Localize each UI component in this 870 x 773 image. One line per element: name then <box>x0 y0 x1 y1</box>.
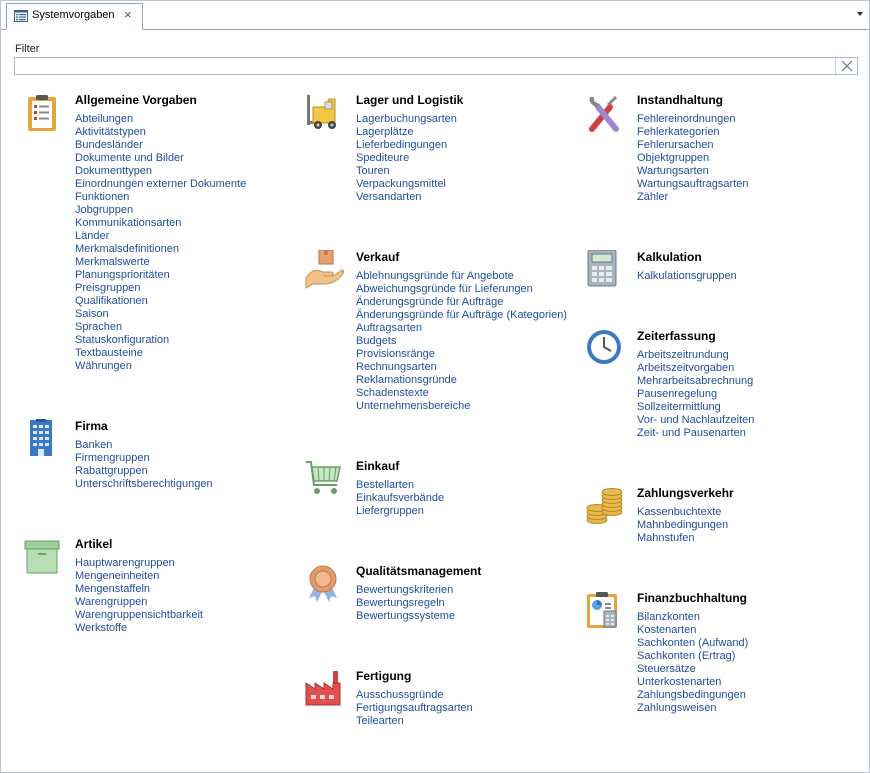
section-title: Zahlungsverkehr <box>637 486 734 500</box>
link-bestellarten[interactable]: Bestellarten <box>356 479 415 491</box>
factory-icon <box>305 669 345 709</box>
link-wartungsarten[interactable]: Wartungsarten <box>637 165 709 177</box>
section-items <box>356 689 473 728</box>
link-aktivitaetstypen[interactable]: Aktivitätstypen <box>75 126 146 138</box>
link-mehrarbeitsabrechnung[interactable]: Mehrarbeitsabrechnung <box>637 375 754 387</box>
link-unterschriftsberechtigungen[interactable]: Unterschriftsberechtigungen <box>75 478 213 490</box>
link-kommunikationsarten[interactable]: Kommunikationsarten <box>75 217 182 229</box>
link-sollzeitermittlung[interactable]: Sollzeitermittlung <box>637 401 721 413</box>
link-budgets[interactable]: Budgets <box>356 335 397 347</box>
link-versandarten[interactable]: Versandarten <box>356 191 422 203</box>
tab-title: Systemvorgaben <box>32 9 115 21</box>
section-title: Allgemeine Vorgaben <box>75 93 197 107</box>
link-bundeslaender[interactable]: Bundesländer <box>75 139 143 151</box>
link-fehlereinordnungen[interactable]: Fehlereinordnungen <box>637 113 736 125</box>
link-aenderungsgruende-fuer-auftraege-kategorien[interactable]: Änderungsgründe für Aufträge (Kategorien) <box>356 309 567 321</box>
link-lagerplaetze[interactable]: Lagerplätze <box>356 126 414 138</box>
section-title: Artikel <box>75 537 113 551</box>
link-liefergruppen[interactable]: Liefergruppen <box>356 505 424 517</box>
link-abweichungsgruende-fuer-lieferungen[interactable]: Abweichungsgründe für Lieferungen <box>356 283 533 295</box>
link-kalkulationsgruppen[interactable]: Kalkulationsgruppen <box>637 270 737 282</box>
link-hauptwarengruppen[interactable]: Hauptwarengruppen <box>75 557 175 569</box>
link-bewertungssysteme[interactable]: Bewertungssysteme <box>356 610 456 622</box>
link-saison[interactable]: Saison <box>75 308 109 320</box>
link-merkmalsdefinitionen[interactable]: Merkmalsdefinitionen <box>75 243 179 255</box>
section-items <box>637 113 748 204</box>
section-title: Zeiterfassung <box>637 329 716 343</box>
link-bewertungskriterien[interactable]: Bewertungskriterien <box>356 584 454 596</box>
link-ausschussgruende[interactable]: Ausschussgründe <box>356 689 444 701</box>
link-pausenregelung[interactable]: Pausenregelung <box>637 388 718 400</box>
section-items <box>75 439 213 491</box>
link-arbeitszeitvorgaben[interactable]: Arbeitszeitvorgaben <box>637 362 735 374</box>
section-title: Verkauf <box>356 250 400 264</box>
link-fertigungsauftragsarten[interactable]: Fertigungsauftragsarten <box>356 702 473 714</box>
link-kassenbuchtexte[interactable]: Kassenbuchtexte <box>637 506 722 518</box>
filter-label: Filter <box>15 43 40 55</box>
section-items <box>356 270 567 413</box>
tools-icon <box>586 93 626 133</box>
link-rabattgruppen[interactable]: Rabattgruppen <box>75 465 148 477</box>
office-building-icon <box>24 419 64 459</box>
link-verpackungsmittel[interactable]: Verpackungsmittel <box>356 178 446 190</box>
section-title: Instandhaltung <box>637 93 723 107</box>
link-jobgruppen[interactable]: Jobgruppen <box>75 204 134 216</box>
award-badge-icon <box>305 564 345 604</box>
section-title: Finanzbuchhaltung <box>637 591 747 605</box>
forklift-icon <box>305 93 345 133</box>
link-steuersaetze[interactable]: Steuersätze <box>637 663 696 675</box>
section-title: Firma <box>75 419 108 433</box>
link-planungsprioritaeten[interactable]: Planungsprioritäten <box>75 269 170 281</box>
link-textbausteine[interactable]: Textbausteine <box>75 347 143 359</box>
link-zaehler[interactable]: Zähler <box>637 191 669 203</box>
link-reklamationsgruende[interactable]: Reklamationsgründe <box>356 374 457 386</box>
section-items <box>637 611 748 715</box>
clear-filter-button[interactable] <box>835 58 857 74</box>
link-rechnungsarten[interactable]: Rechnungsarten <box>356 361 437 373</box>
link-statuskonfiguration[interactable]: Statuskonfiguration <box>75 334 170 346</box>
link-schadenstexte[interactable]: Schadenstexte <box>356 387 429 399</box>
link-preisgruppen[interactable]: Preisgruppen <box>75 282 141 294</box>
link-dokumente-und-bilder[interactable]: Dokumente und Bilder <box>75 152 184 164</box>
link-fehlerursachen[interactable]: Fehlerursachen <box>637 139 714 151</box>
section-title: Einkauf <box>356 459 400 473</box>
link-fehlerkategorien[interactable]: Fehlerkategorien <box>637 126 720 138</box>
section-title: Qualitätsmanagement <box>356 564 482 578</box>
section-items <box>356 584 455 623</box>
shopping-cart-icon <box>305 459 345 499</box>
section-title: Kalkulation <box>637 250 702 264</box>
clipboard-checklist-icon <box>24 93 64 133</box>
link-vor-und-nachlaufzeiten[interactable]: Vor- und Nachlaufzeiten <box>637 414 755 426</box>
chevron-down-icon[interactable] <box>855 9 865 19</box>
link-mengenstaffeln[interactable]: Mengenstaffeln <box>75 583 151 595</box>
link-ablehnungsgruende-fuer-angebote[interactable]: Ablehnungsgründe für Angebote <box>356 270 514 282</box>
link-touren[interactable]: Touren <box>356 165 390 177</box>
link-merkmalswerte[interactable]: Merkmalswerte <box>75 256 150 268</box>
section-title: Fertigung <box>356 669 412 683</box>
link-banken[interactable]: Banken <box>75 439 113 451</box>
link-zahlungsweisen[interactable]: Zahlungsweisen <box>637 702 717 714</box>
link-arbeitszeitrundung[interactable]: Arbeitszeitrundung <box>637 349 729 361</box>
clock-icon <box>586 329 626 369</box>
storage-box-icon <box>24 537 64 577</box>
link-auftragsarten[interactable]: Auftragsarten <box>356 322 423 334</box>
calculator-icon <box>586 250 626 290</box>
tab-systemvorgaben[interactable] <box>6 3 143 30</box>
link-objektgruppen[interactable]: Objektgruppen <box>637 152 710 164</box>
link-spediteure[interactable]: Spediteure <box>356 152 410 164</box>
link-mahnbedingungen[interactable]: Mahnbedingungen <box>637 519 729 531</box>
link-lagerbuchungsarten[interactable]: Lagerbuchungsarten <box>356 113 457 125</box>
coin-stacks-icon <box>586 486 626 526</box>
link-werkstoffe[interactable]: Werkstoffe <box>75 622 128 634</box>
link-mahnstufen[interactable]: Mahnstufen <box>637 532 695 544</box>
close-icon[interactable]: × <box>124 7 132 22</box>
section-items <box>356 113 457 204</box>
clear-x-icon <box>841 60 853 72</box>
link-teilearten[interactable]: Teilearten <box>356 715 404 727</box>
link-bewertungsregeln[interactable]: Bewertungsregeln <box>356 597 445 609</box>
link-einordnungen-externer-dokumente[interactable]: Einordnungen externer Dokumente <box>75 178 247 190</box>
link-sprachen[interactable]: Sprachen <box>75 321 123 333</box>
section-items <box>637 270 737 283</box>
link-laender[interactable]: Länder <box>75 230 110 242</box>
link-zahlungsbedingungen[interactable]: Zahlungsbedingungen <box>637 689 746 701</box>
hand-package-icon <box>305 250 345 290</box>
link-abteilungen[interactable]: Abteilungen <box>75 113 134 125</box>
link-qualifikationen[interactable]: Qualifikationen <box>75 295 148 307</box>
section-items <box>75 557 203 635</box>
section-items <box>637 349 754 440</box>
section-title: Lager und Logistik <box>356 93 464 107</box>
link-waehrungen[interactable]: Währungen <box>75 360 132 372</box>
link-provisionsraenge[interactable]: Provisionsränge <box>356 348 435 360</box>
tab-strip <box>1 1 869 30</box>
section-items <box>75 113 246 373</box>
link-firmengruppen[interactable]: Firmengruppen <box>75 452 150 464</box>
link-sachkonten-aufwand[interactable]: Sachkonten (Aufwand) <box>637 637 749 649</box>
link-lieferbedingungen[interactable]: Lieferbedingungen <box>356 139 448 151</box>
filter-box <box>14 57 858 75</box>
link-sachkonten-ertrag[interactable]: Sachkonten (Ertrag) <box>637 650 736 662</box>
link-aenderungsgruende-fuer-auftraege[interactable]: Änderungsgründe für Aufträge <box>356 296 504 308</box>
section-items <box>356 479 444 518</box>
link-einkaufsverbaende[interactable]: Einkaufsverbände <box>356 492 445 504</box>
list-window-icon <box>14 10 28 22</box>
link-bilanzkonten[interactable]: Bilanzkonten <box>637 611 700 623</box>
link-unternehmensbereiche[interactable]: Unternehmensbereiche <box>356 400 471 412</box>
link-warengruppensichtbarkeit[interactable]: Warengruppensichtbarkeit <box>75 609 203 621</box>
link-funktionen[interactable]: Funktionen <box>75 191 130 203</box>
link-kostenarten[interactable]: Kostenarten <box>637 624 697 636</box>
link-zeit-und-pausenarten[interactable]: Zeit- und Pausenarten <box>637 427 746 439</box>
section-items <box>637 506 728 545</box>
link-warengruppen[interactable]: Warengruppen <box>75 596 148 608</box>
link-unterkostenarten[interactable]: Unterkostenarten <box>637 676 722 688</box>
link-wartungsauftragsarten[interactable]: Wartungsauftragsarten <box>637 178 749 190</box>
accounting-report-icon <box>586 591 626 631</box>
filter-input[interactable] <box>17 59 832 73</box>
link-mengeneinheiten[interactable]: Mengeneinheiten <box>75 570 160 582</box>
link-dokumenttypen[interactable]: Dokumenttypen <box>75 165 153 177</box>
